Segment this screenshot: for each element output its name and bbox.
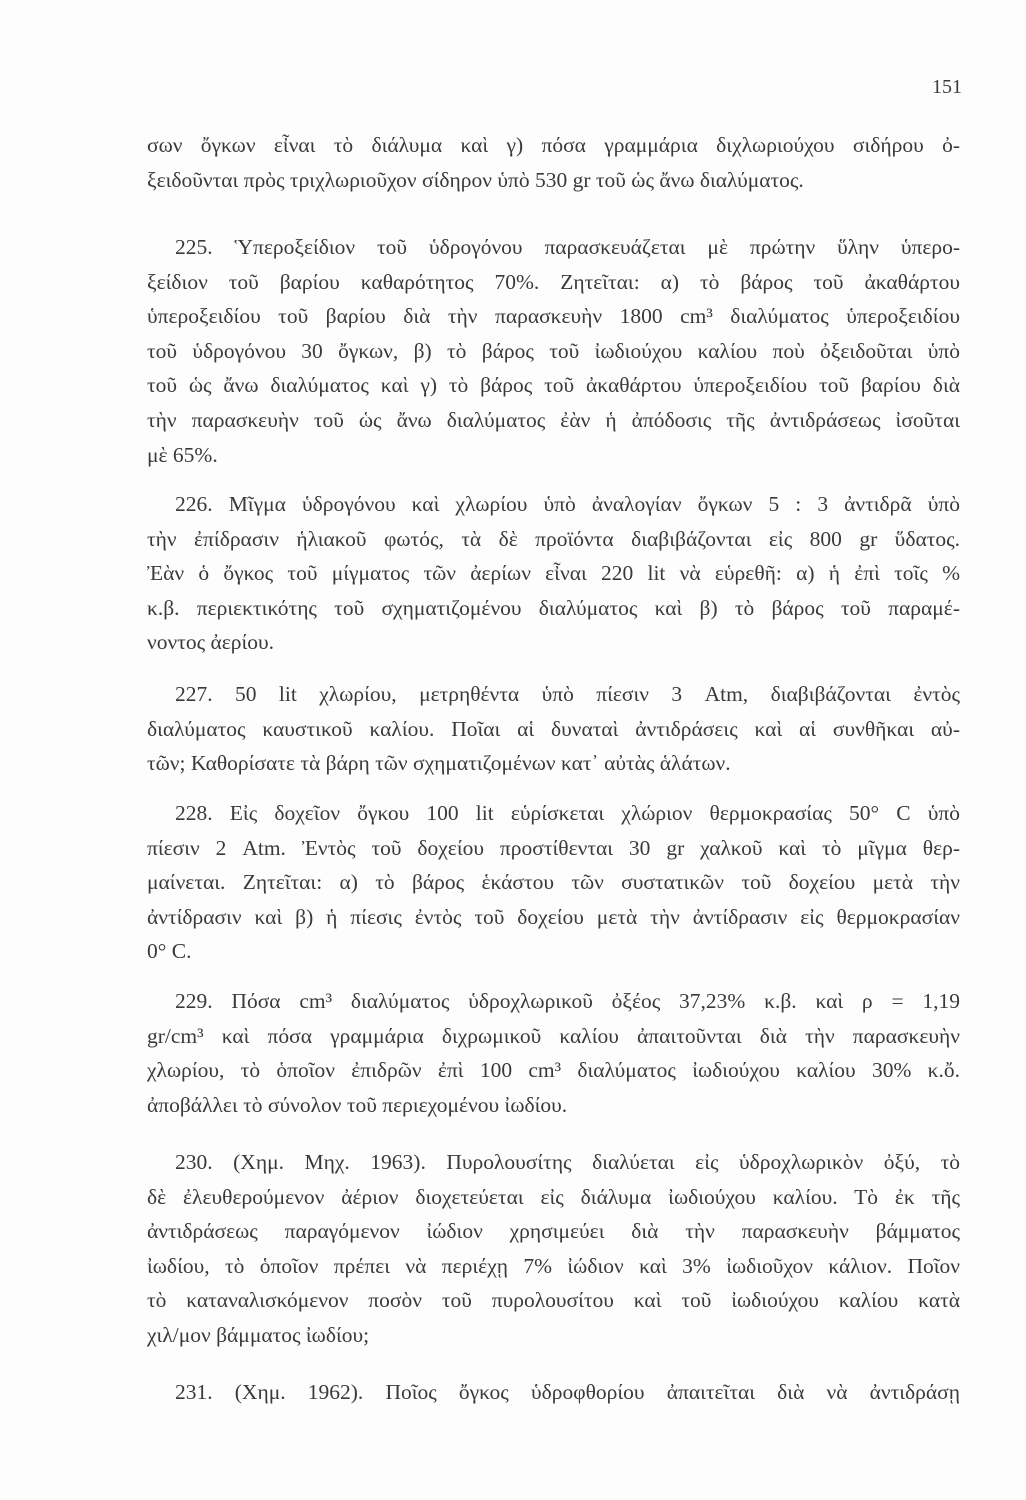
- text-line: διαλύματος καυστικοῦ καλίου. Ποῖαι αἱ δυναταὶ ἀντιδράσεις καὶ αἱ συνθῆκαι αὐ-: [147, 716, 960, 741]
- text-line: μαίνεται. Ζητεῖται: α) τὸ βάρος ἑκάστου τῶν συστατικῶν τοῦ δοχείου μετὰ τὴν: [147, 870, 960, 895]
- text-line: νοντος ἀερίου.: [147, 630, 275, 655]
- text-line: ὑπεροξειδίου τοῦ βαρίου διὰ τὴν παρασκευὴν 1800 cm³ διαλύματος ὑπεροξειδίου: [147, 304, 960, 329]
- text-line: 225. Ὑπεροξείδιον τοῦ ὑδρογόνου παρασκευάζεται μὲ πρώτην ὕλην ὑπερο-: [175, 235, 960, 259]
- text-line: 228. Εἰς δοχεῖον ὄγκου 100 lit εὑρίσκεται χλώριον θερμοκρασίας 50° C ὑπὸ: [175, 801, 960, 825]
- text-line: ἀντιδράσεως παραγόμενον ἰώδιον χρησιμεύει διὰ τὴν παρασκευὴν βάμματος: [147, 1219, 960, 1244]
- text-line: τὸ καταναλισκόμενον ποσὸν τοῦ πυρολουσίτου καὶ τοῦ ἰωδιούχου καλίου κατὰ: [147, 1288, 960, 1313]
- problem-231: [147, 1375, 960, 1410]
- text-line: τὴν παρασκευὴν τοῦ ὡς ἄνω διαλύματος ἐὰν ἡ ἀπόδοσις τῆς ἀντιδράσεως ἰσοῦται: [147, 407, 960, 432]
- text-line: gr/cm³ καὶ πόσα γραμμάρια διχρωμικοῦ καλίου ἀπαιτοῦνται διὰ τὴν παρασκευὴν: [147, 1023, 960, 1048]
- text-line: ἀποβάλλει τὸ σύνολον τοῦ περιεχομένου ἰωδίου.: [147, 1092, 568, 1117]
- problem-226: [147, 487, 960, 660]
- text-line: τὴν ἐπίδρασιν ἡλιακοῦ φωτός, τὰ δὲ προϊόντα διαβιβάζονται εἰς 800 gr ὕδατος.: [147, 526, 960, 551]
- text-line: 227. 50 lit χλωρίου, μετρηθέντα ὑπὸ πίεσιν 3 Atm, διαβιβάζονται ἐντὸς: [175, 682, 960, 706]
- text-line: χιλ/μον βάμματος ἰωδίου;: [147, 1322, 370, 1347]
- text-line: ξειδοῦνται πρὸς τριχλωριοῦχον σίδηρον ὑπὸ 530 gr τοῦ ὡς ἄνω διαλύματος.: [147, 167, 804, 192]
- text-line: τοῦ ὡς ἄνω διαλύματος καὶ γ) τὸ βάρος τοῦ ἀκαθάρτου ὑπεροξειδίου τοῦ βαρίου διὰ: [147, 373, 960, 398]
- text-line: τοῦ ὑδρογόνου 30 ὄγκων, β) τὸ βάρος τοῦ ἰωδιούχου καλίου ποὺ ὀξειδοῦται ὑπὸ: [147, 338, 960, 363]
- page-number: 151: [932, 76, 962, 98]
- text-line: Ἐὰν ὁ ὄγκος τοῦ μίγματος τῶν ἀερίων εἶναι 220 lit νὰ εὑρεθῆ: α) ἡ ἐπὶ τοῖς %: [147, 561, 960, 586]
- text-line: 231. (Χημ. 1962). Ποῖος ὄγκος ὑδροφθορίου ἀπαιτεῖται διὰ νὰ ἀντιδράσῃ: [175, 1380, 960, 1404]
- text-line: 229. Πόσα cm³ διαλύματος ὑδροχλωρικοῦ ὀξέος 37,23% κ.β. καὶ ρ = 1,19: [175, 989, 960, 1013]
- problem-230: [147, 1145, 960, 1353]
- text-line: σων ὄγκων εἶναι τὸ διάλυμα καὶ γ) πόσα γραμμάρια διχλωριούχου σιδήρου ὀ-: [147, 133, 960, 157]
- paragraph-continued: [147, 128, 960, 197]
- text-line: ἀντίδρασιν καὶ β) ἡ πίεσις ἐντὸς τοῦ δοχείου μετὰ τὴν ἀντίδρασιν εἰς θερμοκρασίαν: [147, 904, 960, 929]
- text-line: 226. Μῖγμα ὑδρογόνου καὶ χλωρίου ὑπὸ ἀναλογίαν ὄγκων 5 : 3 ἀντιδρᾶ ὑπὸ: [175, 492, 960, 516]
- problem-228: [147, 796, 960, 969]
- text-line: τῶν; Καθορίσατε τὰ βάρη τῶν σχηματιζομένων κατ᾽ αὐτὰς ἁλάτων.: [147, 751, 731, 776]
- text-line: δὲ ἐλευθερούμενον ἀέριον διοχετεύεται εἰς διάλυμα ἰωδιούχου καλίου. Τὸ ἐκ τῆς: [147, 1184, 960, 1209]
- text-line: κ.β. περιεκτικότης τοῦ σχηματιζομένου διαλύματος καὶ β) τὸ βάρος τοῦ παραμέ-: [147, 595, 960, 620]
- text-line: ἰωδίου, τὸ ὁποῖον πρέπει νὰ περιέχῃ 7% ἰώδιον καὶ 3% ἰωδιοῦχον κάλιον. Ποῖον: [147, 1253, 960, 1278]
- text-line: χλωρίου, τὸ ὁποῖον ἐπιδρῶν ἐπὶ 100 cm³ διαλύματος ἰωδιούχου καλίου 30% κ.ὄ.: [147, 1058, 960, 1083]
- problem-227: [147, 677, 960, 781]
- text-line: πίεσιν 2 Atm. Ἐντὸς τοῦ δοχείου προστίθενται 30 gr χαλκοῦ καὶ τὸ μῖγμα θερ-: [147, 835, 960, 860]
- text-line: ξείδιον τοῦ βαρίου καθαρότητος 70%. Ζητεῖται: α) τὸ βάρος τοῦ ἀκαθάρτου: [147, 269, 960, 294]
- problem-229: [147, 984, 960, 1122]
- text-line: 0° C.: [147, 939, 192, 964]
- problem-225: [147, 230, 960, 472]
- text-line: 230. (Χημ. Μηχ. 1963). Πυρολουσίτης διαλύεται εἰς ὑδροχλωρικὸν ὀξύ, τὸ: [175, 1150, 960, 1174]
- text-line: μὲ 65%.: [147, 442, 218, 467]
